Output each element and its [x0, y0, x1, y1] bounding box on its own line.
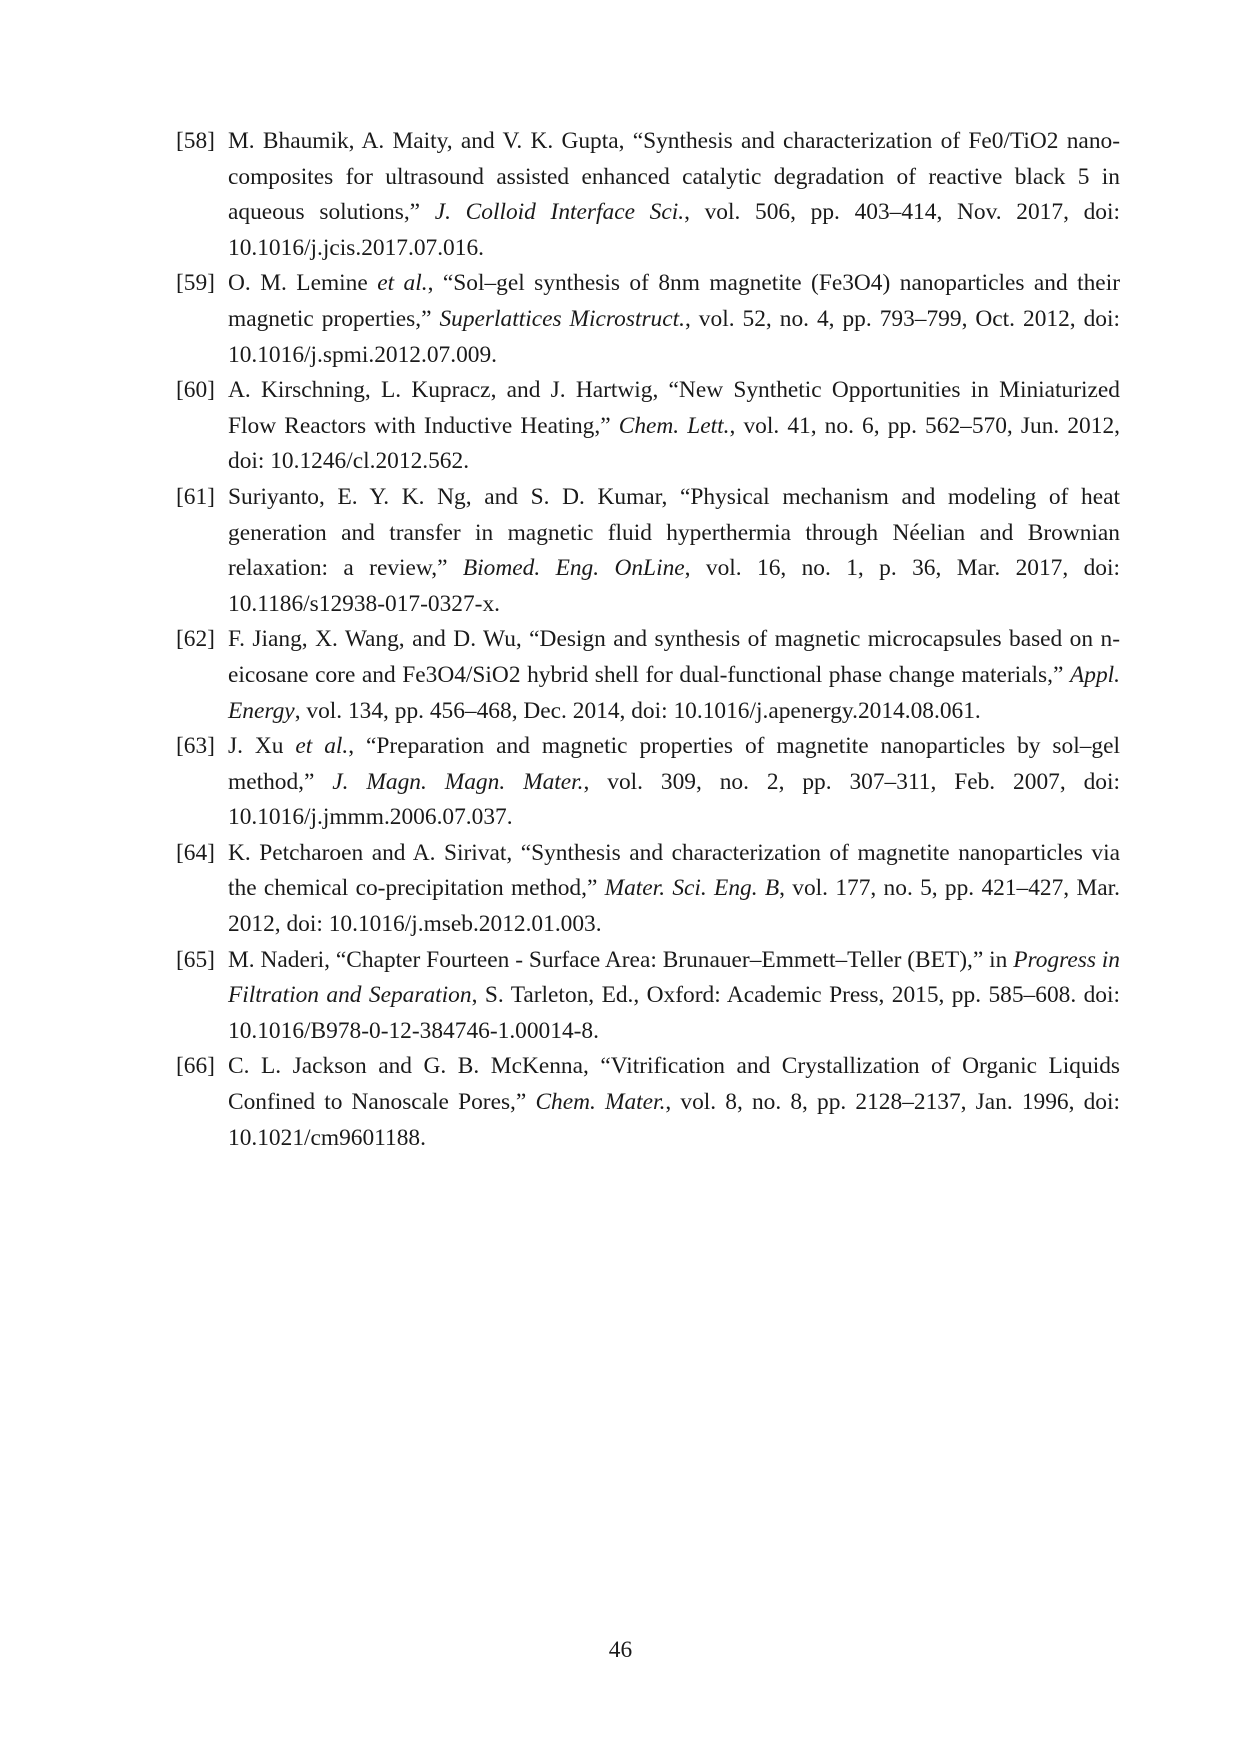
reference-segment: , “Sol–gel synthesis of 8nm magnetite (Fe3O4) nanoparticles and their magnetic properties,”	[228, 270, 1120, 332]
reference-segment: J. Xu	[228, 733, 296, 760]
reference-text	[228, 484, 1120, 617]
reference-65	[176, 943, 1120, 1050]
reference-63	[176, 729, 1120, 836]
page-number: 46	[608, 1637, 633, 1663]
reference-number: [62]	[176, 626, 215, 653]
reference-number: [60]	[176, 377, 215, 404]
reference-segment: , vol. 41, no. 6, pp. 562–570, Jun. 2012, doi: 10.1246/cl.2012.562.	[228, 412, 1120, 475]
reference-number: [64]	[176, 839, 215, 866]
reference-number: [61]	[176, 483, 215, 510]
reference-60	[176, 373, 1120, 480]
reference-text	[228, 626, 1120, 723]
reference-segment: M. Bhaumik, A. Maity, and V. K. Gupta, “Synthesis and characterization of Fe0/TiO2 nano-composites for ultrasound assisted enhanced catalytic degradation of reactive black 5 in aqueous solutions,”	[228, 128, 1120, 226]
reference-segment: A. Kirschning, L. Kupracz, and J. Hartwig, “New Synthetic Opportunities in Miniaturized Flow Reactors with Inductive Heating,”	[228, 377, 1120, 439]
journal-title: Superlattices Microstruct.	[439, 305, 685, 332]
reference-text	[228, 733, 1120, 830]
reference-list	[176, 124, 1120, 1156]
reference-segment: , vol. 16, no. 1, p. 36, Mar. 2017, doi: 10.1186/s12938-017-0327-x.	[228, 555, 1120, 617]
reference-segment: C. L. Jackson and G. B. McKenna, “Vitrification and Crystallization of Organic Liquids Confined to Nanoscale Pores,”	[228, 1053, 1120, 1116]
reference-segment: , vol. 309, no. 2, pp. 307–311, Feb. 2007, doi: 10.1016/j.jmmm.2006.07.037.	[228, 768, 1120, 831]
reference-59	[176, 266, 1120, 373]
reference-segment: M. Naderi, “Chapter Fourteen - Surface Area: Brunauer–Emmett–Teller (BET),” in	[228, 946, 1014, 973]
reference-segment: F. Jiang, X. Wang, and D. Wu, “Design and synthesis of magnetic microcapsules based on n-eicosane core and Fe3O4/SiO2 hybrid shell for dual-functional phase change materials,”	[228, 626, 1120, 688]
reference-text	[228, 270, 1120, 367]
reference-segment: Suriyanto, E. Y. K. Ng, and S. D. Kumar, “Physical mechanism and modeling of heat generation and transfer in magnetic fluid hyperthermia through Néelian and Brownian relaxation: a review,”	[228, 483, 1120, 582]
reference-number: [65]	[176, 946, 215, 973]
journal-title: J. Colloid Interface Sci.	[434, 199, 685, 226]
reference-segment: , vol. 52, no. 4, pp. 793–799, Oct. 2012, doi: 10.1016/j.spmi.2012.07.009.	[228, 305, 1120, 368]
reference-64	[176, 836, 1120, 943]
journal-title: Chem. Lett.	[618, 412, 730, 439]
journal-title: Appl. Energy	[228, 661, 1120, 724]
reference-58	[176, 124, 1120, 266]
journal-title: Biomed. Eng. OnLine	[462, 555, 685, 582]
reference-segment: , vol. 177, no. 5, pp. 421–427, Mar. 2012, doi: 10.1016/j.mseb.2012.01.003.	[228, 875, 1120, 938]
journal-title: J. Magn. Magn. Mater.	[332, 768, 584, 795]
et-al: et al.	[295, 733, 349, 760]
reference-text	[228, 947, 1120, 1044]
journal-title: Chem. Mater.	[535, 1089, 666, 1116]
et-al: et al.	[377, 270, 428, 297]
journal-title: Mater. Sci. Eng. B	[604, 875, 780, 902]
reference-segment: , vol. 506, pp. 403–414, Nov. 2017, doi: 10.1016/j.jcis.2017.07.016.	[228, 199, 1120, 261]
reference-segment: K. Petcharoen and A. Sirivat, “Synthesis and characterization of magnetite nanoparticles via the chemical co-precipitation method,”	[228, 839, 1120, 902]
reference-text	[228, 128, 1120, 261]
reference-number: [63]	[176, 733, 215, 760]
reference-number: [59]	[176, 270, 215, 297]
reference-number: [58]	[176, 128, 215, 154]
reference-62	[176, 622, 1120, 729]
reference-number: [66]	[176, 1053, 215, 1080]
reference-text	[228, 377, 1120, 474]
reference-text	[228, 1053, 1120, 1150]
reference-segment: , vol. 134, pp. 456–468, Dec. 2014, doi: 10.1016/j.apenergy.2014.08.061.	[294, 697, 981, 724]
book-title: Progress in Filtration and Separation	[228, 946, 1120, 1009]
reference-66	[176, 1049, 1120, 1156]
reference-segment: O. M. Lemine	[228, 270, 378, 297]
reference-segment: , “Preparation and magnetic properties of magnetite nanoparticles by sol–gel method,”	[228, 733, 1120, 795]
reference-61	[176, 480, 1120, 622]
reference-segment: , vol. 8, no. 8, pp. 2128–2137, Jan. 1996, doi: 10.1021/cm9601188.	[228, 1089, 1120, 1151]
reference-segment: , S. Tarleton, Ed., Oxford: Academic Press, 2015, pp. 585–608. doi: 10.1016/B978-0-12-384746-1.00014-8.	[228, 982, 1120, 1044]
reference-text	[228, 840, 1120, 937]
